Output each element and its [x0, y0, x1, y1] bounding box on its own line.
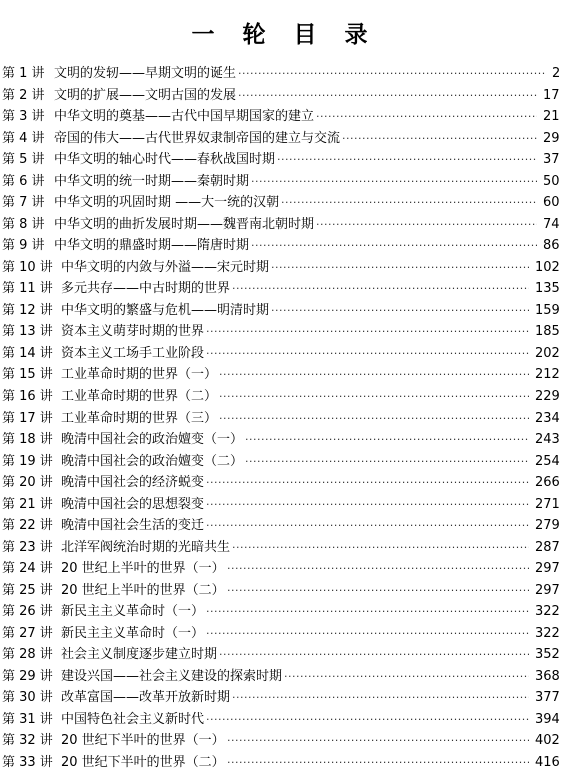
leader-dots — [232, 687, 529, 709]
lecture-title: 工业革命时期的世界（三） — [61, 410, 218, 426]
lecture-title: 建设兴国——社会主义建设的探索时期 — [61, 668, 283, 684]
toc-entry[interactable] — [2, 235, 562, 257]
lecture-title: 北洋军阀统治时期的光暗共生 — [61, 539, 231, 555]
lecture-title: 20 世纪上半叶的世界（二） — [61, 582, 225, 598]
lecture-title: 中华文明的曲折发展时期——魏晋南北朝时期 — [54, 216, 315, 232]
leader-dots — [227, 730, 529, 752]
page-number: 135 — [535, 281, 560, 297]
leader-dots — [238, 85, 537, 107]
toc-entry[interactable] — [2, 752, 562, 774]
toc-entry[interactable] — [2, 364, 562, 386]
lecture-title: 社会主义制度逐步建立时期 — [61, 647, 218, 663]
lecture-number: 第 19 讲 — [2, 453, 53, 469]
leader-dots — [206, 709, 529, 731]
lecture-number: 第 31 讲 — [2, 711, 53, 727]
toc-entry[interactable] — [2, 149, 562, 171]
leader-dots — [206, 494, 529, 516]
lecture-number: 第 1 讲 — [2, 66, 45, 81]
page-number: 322 — [535, 625, 560, 641]
page-number: 279 — [535, 518, 560, 534]
lecture-number: 第 28 讲 — [2, 647, 53, 663]
lecture-title: 中华文明的繁盛与危机——明清时期 — [61, 302, 270, 318]
lecture-title: 中华文明的奠基——古代中国早期国家的建立 — [54, 109, 315, 125]
lecture-number: 第 20 讲 — [2, 475, 53, 491]
lecture-number: 第 24 讲 — [2, 561, 53, 577]
page-number: 86 — [543, 238, 560, 254]
page-number: 60 — [543, 195, 560, 211]
leader-dots — [342, 128, 537, 150]
toc-entry[interactable] — [2, 580, 562, 602]
page-number: 212 — [535, 367, 560, 383]
lecture-number: 第 2 讲 — [2, 87, 45, 103]
leader-dots — [245, 451, 529, 473]
toc-entry[interactable] — [2, 537, 562, 559]
page-number: 234 — [535, 410, 560, 426]
leader-dots — [219, 644, 529, 666]
lecture-number: 第 26 讲 — [2, 604, 53, 620]
toc-entry[interactable] — [2, 85, 562, 107]
page-number: 377 — [535, 690, 560, 706]
toc-entry[interactable] — [2, 408, 562, 430]
lecture-title: 中华文明的轴心时代——春秋战国时期 — [54, 152, 276, 168]
toc-entry[interactable] — [2, 730, 562, 752]
toc-entry[interactable] — [2, 343, 562, 365]
toc-entry[interactable] — [2, 644, 562, 666]
page-number: 416 — [535, 755, 560, 770]
leader-dots — [245, 429, 529, 451]
leader-dots — [206, 472, 529, 494]
lecture-title: 20 世纪上半叶的世界（一） — [61, 561, 225, 577]
lecture-number: 第 18 讲 — [2, 432, 53, 448]
lecture-title: 中华文明的巩固时期 ——大一统的汉朝 — [54, 195, 280, 211]
leader-dots — [227, 558, 529, 580]
leader-dots — [284, 666, 529, 688]
page-number: 37 — [543, 152, 560, 168]
lecture-number: 第 15 讲 — [2, 367, 53, 383]
leader-dots — [281, 192, 537, 214]
lecture-number: 第 4 讲 — [2, 130, 45, 146]
lecture-number: 第 13 讲 — [2, 324, 53, 340]
page-number: 185 — [535, 324, 560, 340]
toc-entry[interactable] — [2, 106, 562, 128]
lecture-title: 中华文明的统一时期——秦朝时期 — [54, 173, 250, 189]
page-number: 229 — [535, 388, 560, 404]
page-number: 202 — [535, 345, 560, 361]
lecture-title: 帝国的伟大——古代世界奴隶制帝国的建立与交流 — [54, 130, 341, 146]
toc-entry[interactable] — [2, 128, 562, 150]
toc-entry[interactable] — [2, 709, 562, 731]
lecture-title: 工业革命时期的世界（一） — [61, 367, 218, 383]
toc-entry[interactable] — [2, 257, 562, 279]
lecture-title: 20 世纪下半叶的世界（一） — [61, 733, 225, 749]
leader-dots — [316, 106, 537, 128]
leader-dots — [219, 408, 529, 430]
toc-entry[interactable] — [2, 515, 562, 537]
lecture-number: 第 27 讲 — [2, 625, 53, 641]
leader-dots — [227, 580, 529, 602]
lecture-number: 第 29 讲 — [2, 668, 53, 684]
lecture-title: 晚清中国社会的思想裂变 — [61, 496, 205, 512]
lecture-number: 第 7 讲 — [2, 195, 45, 211]
leader-dots — [238, 63, 546, 85]
lecture-number: 第 32 讲 — [2, 733, 53, 749]
toc-entry[interactable] — [2, 429, 562, 451]
toc-entry[interactable] — [2, 300, 562, 322]
leader-dots — [227, 752, 529, 774]
lecture-number: 第 30 讲 — [2, 690, 53, 706]
lecture-title: 资本主义工场手工业阶段 — [61, 345, 205, 361]
lecture-title: 中华文明的内敛与外溢——宋元时期 — [61, 259, 270, 275]
toc-entry[interactable] — [2, 171, 562, 193]
page-number: 50 — [543, 173, 560, 189]
page-number: 394 — [535, 711, 560, 727]
page-number: 29 — [543, 130, 560, 146]
leader-dots — [219, 386, 529, 408]
page-number: 352 — [535, 647, 560, 663]
page-number: 74 — [543, 216, 560, 232]
lecture-number: 第 8 讲 — [2, 216, 45, 232]
page-number: 297 — [535, 561, 560, 577]
lecture-title: 中华文明的鼎盛时期——隋唐时期 — [54, 238, 250, 254]
leader-dots — [251, 235, 537, 257]
lecture-title: 晚清中国社会的经济蜕变 — [61, 475, 205, 491]
lecture-title: 文明的发轫——早期文明的诞生 — [54, 66, 237, 81]
page-number: 2 — [552, 66, 561, 81]
lecture-title: 20 世纪下半叶的世界（二） — [61, 755, 225, 770]
leader-dots — [206, 321, 529, 343]
page-number: 21 — [543, 109, 560, 125]
toc-entry[interactable] — [2, 451, 562, 473]
table-of-contents — [2, 63, 562, 774]
lecture-title: 工业革命时期的世界（二） — [61, 388, 218, 404]
lecture-number: 第 3 讲 — [2, 109, 45, 125]
lecture-title: 晚清中国社会生活的变迁 — [61, 518, 205, 534]
toc-entry[interactable] — [2, 558, 562, 580]
leader-dots — [316, 214, 537, 236]
lecture-number: 第 12 讲 — [2, 302, 53, 318]
leader-dots — [206, 623, 529, 645]
page-number: 102 — [535, 259, 560, 275]
lecture-title: 多元共存——中古时期的世界 — [61, 281, 231, 297]
toc-entry[interactable] — [2, 321, 562, 343]
page-number: 254 — [535, 453, 560, 469]
lecture-number: 第 11 讲 — [2, 281, 53, 297]
page-number: 297 — [535, 582, 560, 598]
lecture-number: 第 22 讲 — [2, 518, 53, 534]
toc-entry[interactable] — [2, 472, 562, 494]
leader-dots — [271, 257, 529, 279]
lecture-number: 第 5 讲 — [2, 152, 45, 168]
lecture-number: 第 10 讲 — [2, 259, 53, 275]
lecture-title: 中国特色社会主义新时代 — [61, 711, 205, 727]
lecture-number: 第 23 讲 — [2, 539, 53, 555]
lecture-title: 文明的扩展——文明古国的发展 — [54, 87, 237, 103]
page-number: 271 — [535, 496, 560, 512]
page-number: 287 — [535, 539, 560, 555]
lecture-number: 第 14 讲 — [2, 345, 53, 361]
page-number: 243 — [535, 432, 560, 448]
leader-dots — [271, 300, 529, 322]
lecture-title: 新民主主义革命时（一） — [61, 625, 205, 641]
toc-entry[interactable] — [2, 601, 562, 623]
lecture-number: 第 33 讲 — [2, 755, 53, 770]
leader-dots — [232, 537, 529, 559]
lecture-title: 晚清中国社会的政治嬗变（一） — [61, 432, 244, 448]
leader-dots — [232, 278, 529, 300]
page-number: 159 — [535, 302, 560, 318]
lecture-title: 新民主主义革命时（一） — [61, 604, 205, 620]
page-number: 17 — [543, 87, 560, 103]
toc-entry[interactable] — [2, 687, 562, 709]
lecture-number: 第 9 讲 — [2, 238, 45, 254]
page-number: 266 — [535, 475, 560, 491]
page-number: 322 — [535, 604, 560, 620]
lecture-number: 第 6 讲 — [2, 173, 45, 189]
toc-entry[interactable] — [2, 386, 562, 408]
lecture-number: 第 21 讲 — [2, 496, 53, 512]
toc-title: 一 轮 目 录 — [191, 21, 378, 48]
toc-entry[interactable] — [2, 192, 562, 214]
toc-entry[interactable] — [2, 214, 562, 236]
leader-dots — [206, 343, 529, 365]
page-number: 402 — [535, 733, 560, 749]
lecture-number: 第 17 讲 — [2, 410, 53, 426]
leader-dots — [206, 601, 529, 623]
toc-entry[interactable] — [2, 63, 562, 85]
toc-entry[interactable] — [2, 666, 562, 688]
lecture-title: 资本主义萌芽时期的世界 — [61, 324, 205, 340]
toc-entry[interactable] — [2, 278, 562, 300]
lecture-title: 晚清中国社会的政治嬗变（二） — [61, 453, 244, 469]
leader-dots — [251, 171, 537, 193]
lecture-number: 第 25 讲 — [2, 582, 53, 598]
lecture-title: 改革富国——改革开放新时期 — [61, 690, 231, 706]
lecture-number: 第 16 讲 — [2, 388, 53, 404]
leader-dots — [206, 515, 529, 537]
leader-dots — [277, 149, 537, 171]
toc-entry[interactable] — [2, 623, 562, 645]
leader-dots — [219, 364, 529, 386]
page-number: 368 — [535, 668, 560, 684]
toc-entry[interactable] — [2, 494, 562, 516]
